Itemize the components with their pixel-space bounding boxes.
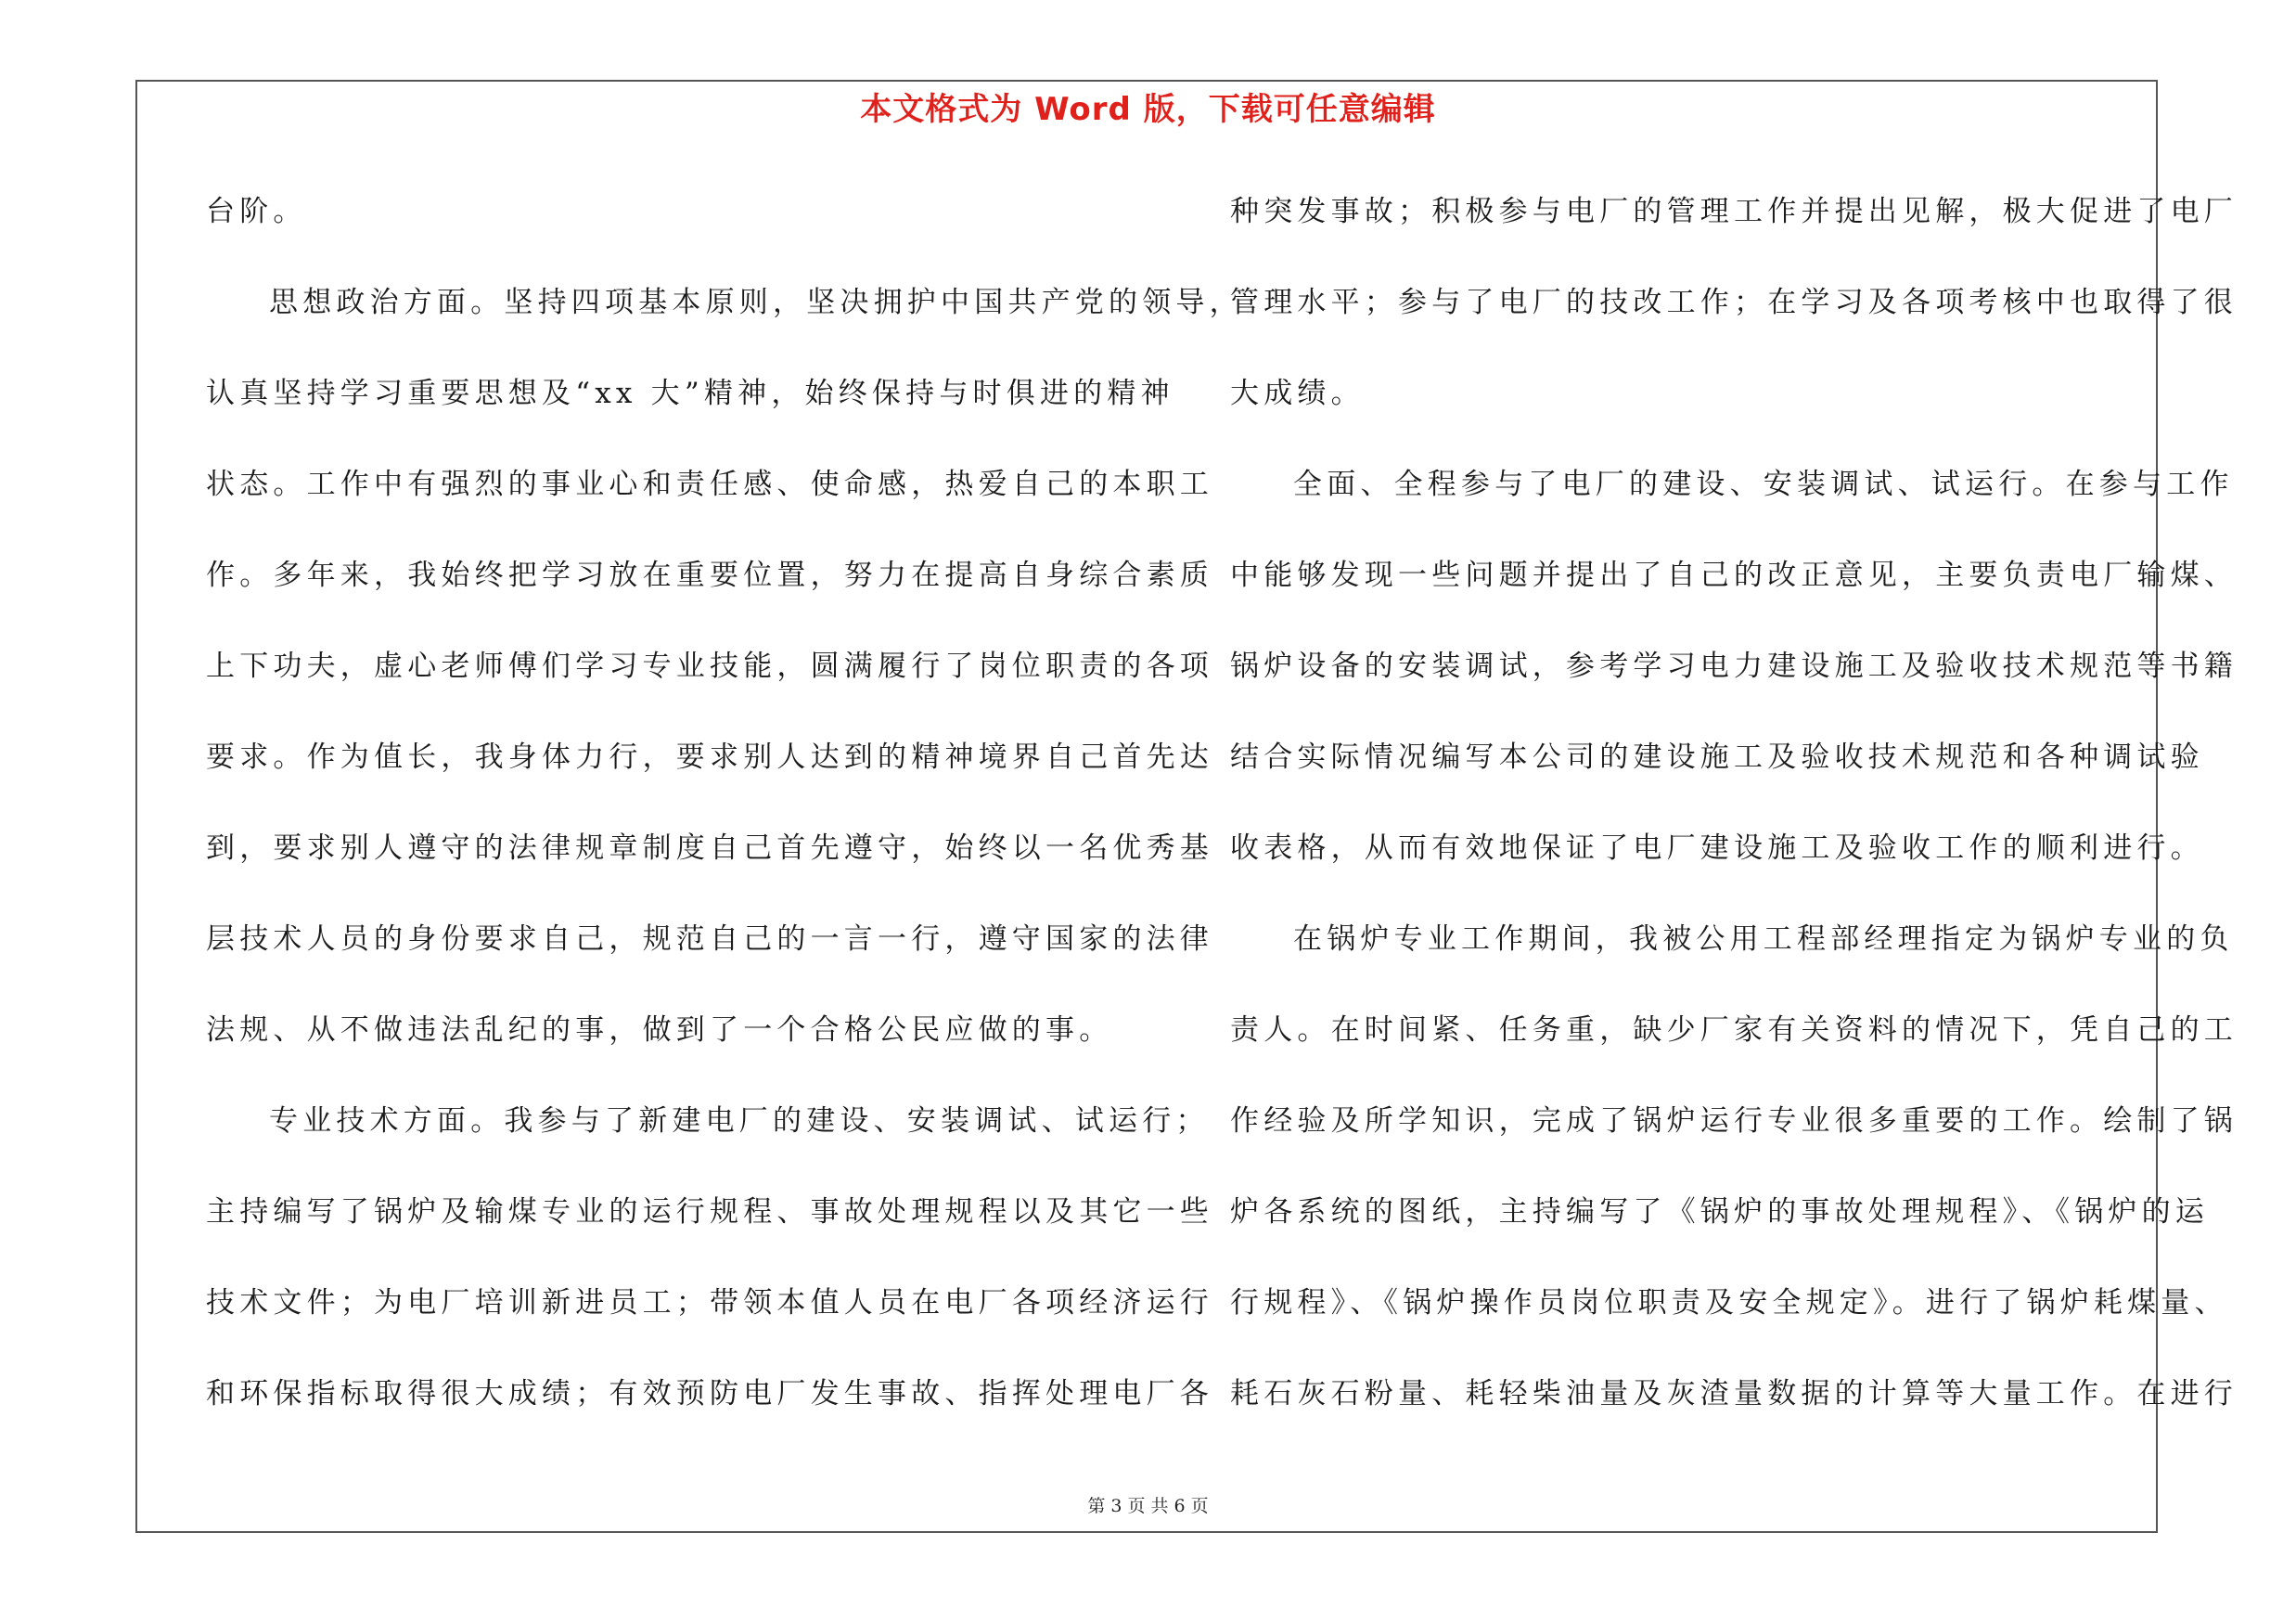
text-line: 大成绩。 bbox=[1230, 377, 1365, 410]
text-line: 行规程》、《锅炉操作员岗位职责及安全规定》。进行了锅炉耗煤量、 bbox=[1230, 1286, 2228, 1320]
text-line: 法规、从不做违法乱纪的事，做到了一个合格公民应做的事。 bbox=[206, 1013, 1113, 1047]
text-line: 状态。工作中有强烈的事业心和责任感、使命感，热爱自己的本职工 bbox=[206, 468, 1213, 501]
text-line: 专业技术方面。我参与了新建电厂的建设、安装调试、试运行； bbox=[269, 1104, 1210, 1138]
text-line: 主持编写了锅炉及输煤专业的运行规程、事故处理规程以及其它一些 bbox=[206, 1195, 1213, 1229]
text-line: 技术文件；为电厂培训新进员工；带领本值人员在电厂各项经济运行 bbox=[206, 1286, 1213, 1320]
text-line: 炉各系统的图纸，主持编写了《锅炉的事故处理规程》、《锅炉的运 bbox=[1230, 1195, 2209, 1229]
text-line: 锅炉设备的安装调试，参考学习电力建设施工及验收技术规范等书籍 bbox=[1230, 650, 2238, 683]
text-line: 全面、全程参与了电厂的建设、安装调试、试运行。在参与工作 bbox=[1293, 468, 2234, 501]
text-line: 层技术人员的身份要求自己，规范自己的一言一行，遵守国家的法律 bbox=[206, 922, 1213, 956]
text-line: 耗石灰石粉量、耗轻柴油量及灰渣量数据的计算等大量工作。在进行 bbox=[1230, 1377, 2238, 1410]
text-line: 结合实际情况编写本公司的建设施工及验收技术规范和各种调试验 bbox=[1230, 741, 2204, 774]
text-line: 和环保指标取得很大成绩；有效预防电厂发生事故、指挥处理电厂各 bbox=[206, 1377, 1213, 1410]
text-line: 作经验及所学知识，完成了锅炉运行专业很多重要的工作。绘制了锅 bbox=[1230, 1104, 2238, 1138]
text-line: 管理水平；参与了电厂的技改工作；在学习及各项考核中也取得了很 bbox=[1230, 286, 2238, 319]
page-number-footer: 第 3 页 共 6 页 bbox=[1087, 1496, 1209, 1516]
text-line: 中能够发现一些问题并提出了自己的改正意见，主要负责电厂输煤、 bbox=[1230, 559, 2238, 592]
text-line: 上下功夫，虚心老师傅们学习专业技能，圆满履行了岗位职责的各项 bbox=[206, 650, 1213, 683]
text-line: 收表格，从而有效地保证了电厂建设施工及验收工作的顺利进行。 bbox=[1230, 831, 2204, 865]
text-line: 责人。在时间紧、任务重，缺少厂家有关资料的情况下，凭自己的工 bbox=[1230, 1013, 2238, 1047]
word-format-banner: 本文格式为 Word 版，下载可任意编辑 bbox=[860, 91, 1436, 128]
text-line: 在锅炉专业工作期间，我被公用工程部经理指定为锅炉专业的负 bbox=[1293, 922, 2234, 956]
text-line: 台阶。 bbox=[206, 195, 307, 228]
text-line: 到，要求别人遵守的法律规章制度自己首先遵守，始终以一名优秀基 bbox=[206, 831, 1213, 865]
text-line: 种突发事故；积极参与电厂的管理工作并提出见解，极大促进了电厂 bbox=[1230, 195, 2238, 228]
text-line: 要求。作为值长，我身体力行，要求别人达到的精神境界自己首先达 bbox=[206, 741, 1213, 774]
text-line: 作。多年来，我始终把学习放在重要位置，努力在提高自身综合素质 bbox=[206, 559, 1213, 592]
text-line: 认真坚持学习重要思想及“xx 大”精神，始终保持与时俱进的精神 bbox=[206, 377, 1174, 410]
left-text-column bbox=[206, 184, 1243, 1457]
right-text-column bbox=[1230, 184, 2238, 1457]
text-line: 思想政治方面。坚持四项基本原则，坚决拥护中国共产党的领导， bbox=[269, 286, 1243, 319]
